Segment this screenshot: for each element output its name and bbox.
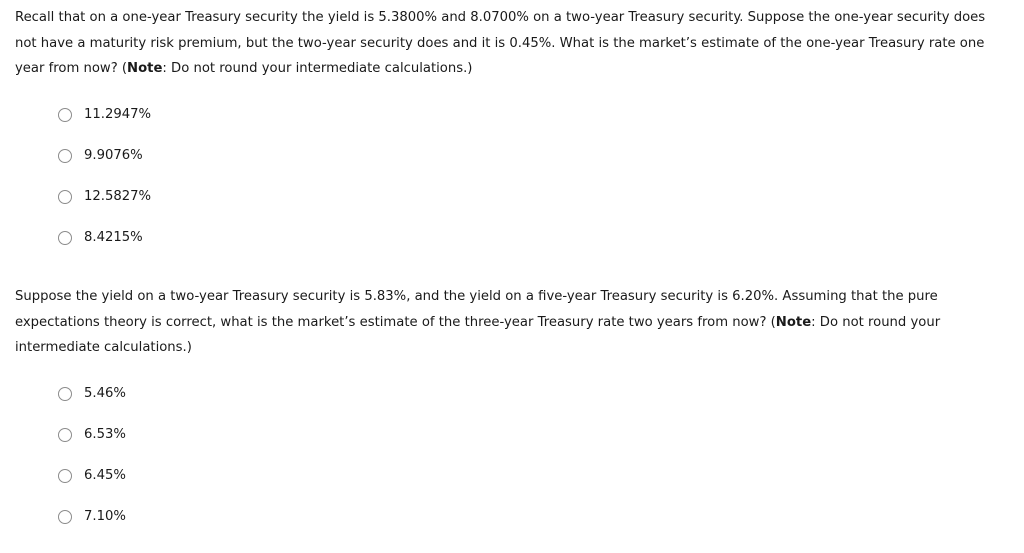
question-2-option-d[interactable] xyxy=(58,508,126,526)
question-1-stem: Recall that on a one-year Treasury security the yield is 5.3800% and 8.0700% on a two-year Treasury security. Suppose the one-year security does not have a maturity risk premium, but the two-year security does and it is 0.45%. What is the market’s estimate of the one-year Treasury rate one year from now? ( xyxy=(15,10,986,76)
radio-button[interactable] xyxy=(58,510,72,524)
question-2-option-a[interactable] xyxy=(58,385,126,403)
radio-button[interactable] xyxy=(58,469,72,483)
option-label: 8.4215% xyxy=(84,230,143,245)
question-1-option-c[interactable] xyxy=(58,188,151,206)
radio-button[interactable] xyxy=(58,190,72,204)
question-2-note-label: Note xyxy=(775,314,812,330)
question-1-option-a[interactable] xyxy=(58,106,151,124)
question-2-option-c[interactable] xyxy=(58,467,126,485)
question-2-stem: Suppose the yield on a two-year Treasury security is 5.83%, and the yield on a five-year Treasury security is 6.20%. Assuming that the pure expectations theory is correct, what is the market’s estimate of the three-year Treasury rate two years from now? ( xyxy=(15,289,938,330)
question-1-option-b[interactable] xyxy=(58,147,143,165)
option-label: 9.9076% xyxy=(84,148,143,163)
option-label: 12.5827% xyxy=(84,189,152,204)
question-2-note-text: : Do not round your intermediate calculations.) xyxy=(15,314,941,355)
option-label: 6.45% xyxy=(84,468,126,483)
question-1-text xyxy=(15,5,1000,82)
option-label: 5.46% xyxy=(84,386,126,401)
radio-button[interactable] xyxy=(58,428,72,442)
option-label: 11.2947% xyxy=(84,107,152,122)
question-1-note-label: Note xyxy=(127,61,163,76)
question-2-option-b[interactable] xyxy=(58,426,126,444)
radio-button[interactable] xyxy=(58,108,72,122)
question-1-note-text: : Do not round your intermediate calculations.) xyxy=(162,61,473,76)
radio-button[interactable] xyxy=(58,149,72,163)
option-label: 7.10% xyxy=(84,509,126,524)
question-2-text xyxy=(15,284,1000,361)
radio-button[interactable] xyxy=(58,231,72,245)
option-label: 6.53% xyxy=(84,427,126,442)
radio-button[interactable] xyxy=(58,387,72,401)
question-1-option-d[interactable] xyxy=(58,229,143,247)
